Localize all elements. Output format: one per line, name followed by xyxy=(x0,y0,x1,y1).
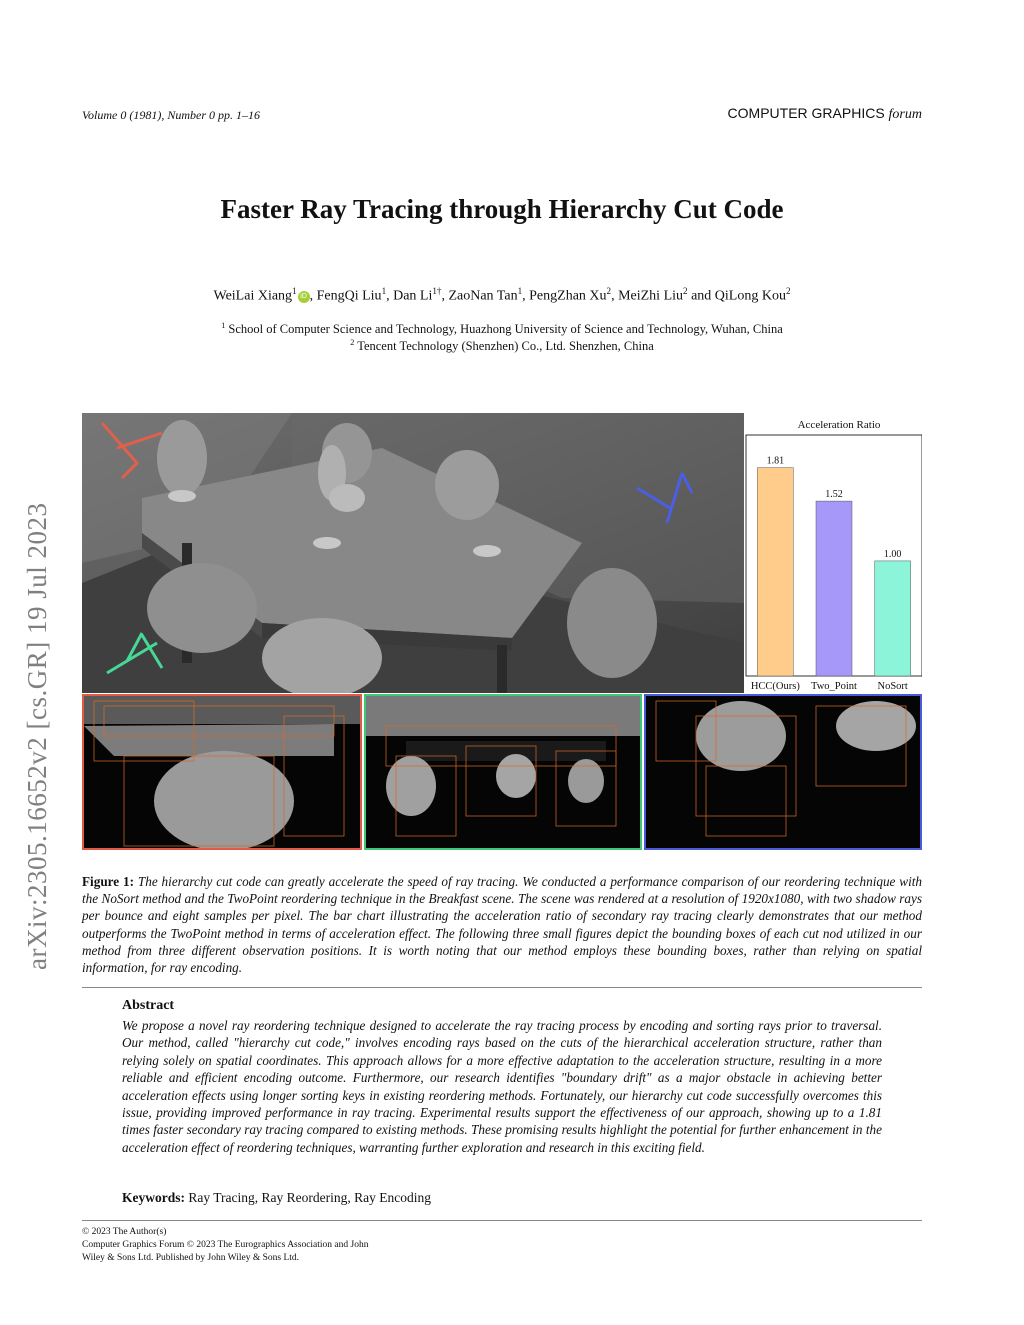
author-sep: , xyxy=(441,288,449,304)
affiliation-text: School of Computer Science and Technology, Huazhong University of Science and Technology, Wuhan, China xyxy=(228,322,783,337)
author-sup: 2 xyxy=(683,286,688,296)
bar-value-label: 1.00 xyxy=(883,548,902,560)
journal-name xyxy=(728,105,922,123)
bar-value-label: 1.81 xyxy=(766,455,785,467)
journal-issue: Volume 0 (1981), Number 0 pp. 1–16 xyxy=(82,108,260,122)
bar-nosort xyxy=(875,561,911,676)
chart-title: Acceleration Ratio xyxy=(797,419,881,431)
author-sup: 1 xyxy=(292,286,297,296)
rendered-scene-image xyxy=(82,413,744,693)
bar-value-label: 1.52 xyxy=(825,489,843,501)
author-name: ZaoNan Tan xyxy=(448,288,518,304)
author-sup: 1 xyxy=(517,286,523,296)
footer-line: © 2023 The Author(s) xyxy=(82,1227,167,1237)
footer-line: Computer Graphics Forum © 2023 The Eurographics Association and John xyxy=(82,1240,369,1250)
category-label: HCC(Ours) xyxy=(750,681,800,692)
copyright-footer xyxy=(82,1226,368,1265)
bbox-view-right-drawing xyxy=(646,696,920,848)
figure-caption xyxy=(82,873,922,976)
bar-two-point xyxy=(816,501,852,676)
journal-name-main: COMPUTER GRAPHICS xyxy=(727,105,885,121)
scene-drawing xyxy=(82,413,744,693)
bbox-view-middle xyxy=(364,694,642,850)
keywords-text: Ray Tracing, Ray Reordering, Ray Encoding xyxy=(188,1190,431,1205)
author-name: QiLong Kou xyxy=(714,288,786,304)
author-sup: 1 xyxy=(381,286,387,296)
keywords-label: Keywords: xyxy=(122,1190,185,1205)
figure-caption-text: The hierarchy cut code can greatly accelerate the speed of ray tracing. We conducted a performance comparison of our reordering technique with the NoSort method and the TwoPoint reordering technique in the Breakfast scene. The scene was rendered at a resolution of 1920x1080, with two shadow rays per bounce and eight samples per pixel. The bar chart illustrating the acceleration ratio of secondary ray tracing clearly demonstrates that our method outperforms the TwoPoint method in terms of acceleration effect. The following three small figures depict the bounding boxes of each cut nod utilized in our method from three different observation positions. It is worth noting that our method employs these bounding boxes, rather than relying on spatial information, for ray encoding. xyxy=(82,874,923,976)
orcid-icon[interactable]: iD xyxy=(298,291,310,303)
affiliation-sup: 2 xyxy=(350,338,355,347)
bar-hcc-ours- xyxy=(757,468,793,676)
author-list xyxy=(0,286,1004,305)
affiliation-sup: 1 xyxy=(221,321,226,330)
paper-title: Faster Ray Tracing through Hierarchy Cut Code xyxy=(220,194,784,224)
author-name: PengZhan Xu xyxy=(529,288,607,304)
abstract-text: We propose a novel ray reordering technique designed to accelerate the ray tracing process by encoding and sorting rays prior to traversal. Our method, called "hierarchy cut code," involves encoding rays based on the cuts of the hierarchical acceleration structure, rather than relying solely on spatial coordinates. This approach allows for a more effective adaptation to the acceleration structure, resulting in a more reliable and efficient encoding outcome. Furthermore, our research identifies "boundary drift" as a major obstacle in achieving better acceleration effects using longer sorting keys in existing reordering methods. Fortunately, our hierarchy cut code successfully overcomes this issue, providing improved performance in ray tracing. Experimental results support the effectiveness of our approach, showing up to a 1.81 times faster secondary ray tracing compared to existing methods. These promising results highlight the potential for further enhancement in the acceleration effect of reordering techniques, warranting further exploration and research in this exciting field. xyxy=(122,1018,882,1155)
affiliation-1 xyxy=(0,321,1004,337)
author-name: FengQi Liu xyxy=(316,288,382,304)
author-sep: , xyxy=(522,288,530,304)
footer-rule xyxy=(82,1220,922,1221)
abstract-top-rule xyxy=(82,987,922,988)
keywords xyxy=(122,1190,431,1206)
chart-svg xyxy=(744,413,922,693)
author-sep: and xyxy=(687,288,715,304)
affiliation-text: Tencent Technology (Shenzhen) Co., Ltd. Shenzhen, China xyxy=(357,339,654,354)
affiliation-2 xyxy=(0,338,1004,354)
author-name: Dan Li xyxy=(393,288,433,304)
category-label: NoSort xyxy=(877,681,908,692)
author-name: WeiLai Xiang xyxy=(213,288,293,304)
category-label: Two_Point xyxy=(811,681,857,692)
bbox-view-right xyxy=(644,694,922,850)
bbox-view-left-drawing xyxy=(84,696,360,848)
author-sup: 2 xyxy=(606,286,612,296)
author-sep: , xyxy=(309,288,317,304)
acceleration-ratio-chart xyxy=(744,413,922,693)
author-sup: 1† xyxy=(432,286,442,296)
author-sup: 2 xyxy=(785,286,791,296)
bbox-view-left xyxy=(82,694,362,850)
author-sep: , xyxy=(386,288,394,304)
abstract-heading: Abstract xyxy=(122,998,175,1013)
arxiv-stamp: arXiv:2305.16652v2 [cs.GR] 19 Jul 2023 xyxy=(22,502,52,970)
author-name: MeiZhi Liu xyxy=(618,288,684,304)
author-sep: , xyxy=(611,288,619,304)
figure-label: Figure 1: xyxy=(82,874,134,889)
bbox-view-middle-drawing xyxy=(366,696,640,848)
footer-line: Wiley & Sons Ltd. Published by John Wiley & Sons Ltd. xyxy=(82,1253,300,1263)
journal-name-forum: forum xyxy=(888,107,922,122)
